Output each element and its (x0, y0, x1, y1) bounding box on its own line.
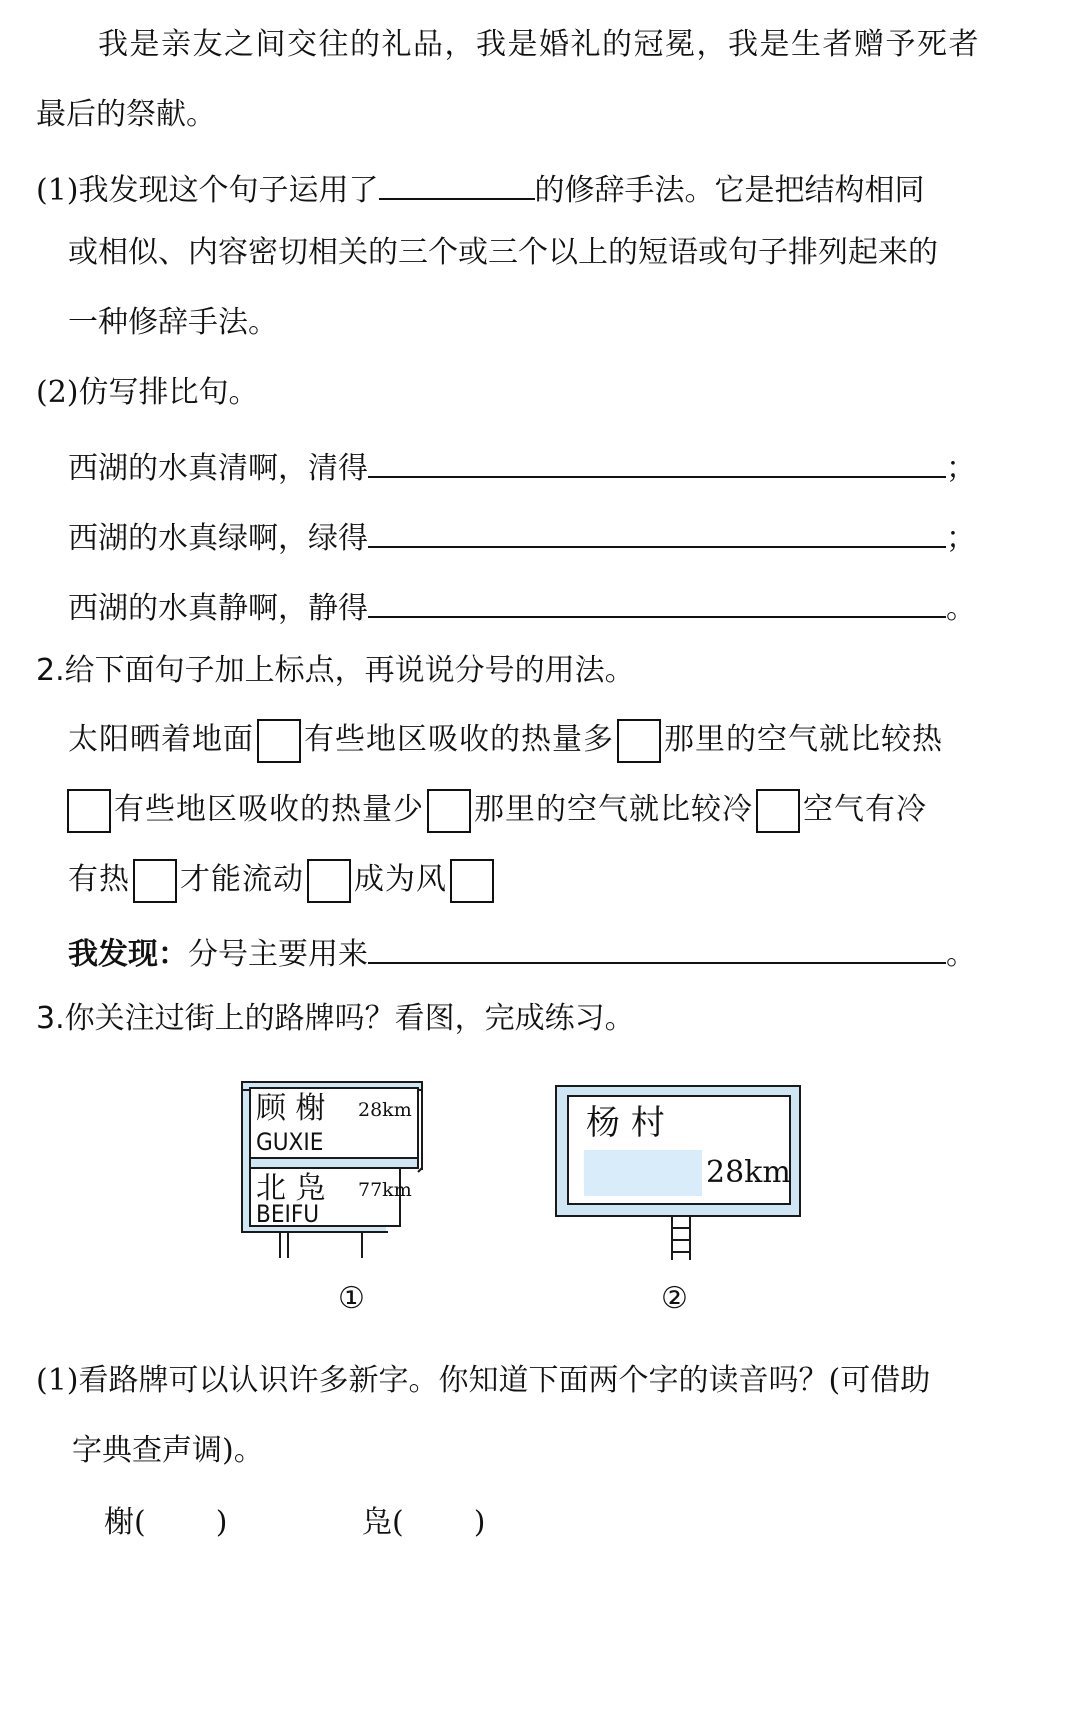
char-2-label: 凫( (362, 1505, 404, 1540)
punctuation-box-7[interactable] (307, 859, 351, 903)
parallel-sentence-2-end: ； (946, 521, 976, 556)
punctuation-seg-6: 空气有冷 (803, 792, 927, 827)
q1-1-line-1 (36, 170, 925, 206)
punctuation-box-6[interactable] (133, 859, 177, 903)
parallel-sentence-3-blank[interactable] (368, 588, 946, 618)
parallel-sentence-2 (68, 518, 976, 554)
punctuation-box-8[interactable] (450, 859, 494, 903)
parallel-sentence-3-end: 。 (946, 591, 976, 626)
sign-2-caption: ② (661, 1281, 688, 1316)
q1-1-line-3: 一种修辞手法。 (68, 305, 278, 340)
punctuation-line-1 (68, 716, 943, 764)
q1-1-suffix: 的修辞手法。它是把结构相同 (534, 173, 925, 208)
sign-1-top-distance: 28km (358, 1099, 412, 1121)
parallel-sentence-1-end: ； (946, 451, 976, 486)
parallel-sentence-3 (68, 588, 976, 624)
parallel-sentence-2-text: 西湖的水真绿啊，绿得 (68, 521, 368, 556)
sign-1-caption: ① (338, 1281, 365, 1316)
punctuation-box-5[interactable] (756, 789, 800, 833)
sign-1-top-pinyin: GUXIE (256, 1128, 324, 1156)
sign-1-bottom-chinese: 北 凫 (256, 1171, 326, 1206)
q2-title: 2.给下面句子加上标点，再说说分号的用法。 (36, 653, 635, 688)
parallel-sentence-3-text: 西湖的水真静啊，静得 (68, 591, 368, 626)
finding-text: 分号主要用来 (188, 937, 368, 972)
q1-1-line-2: 或相似、内容密切相关的三个或三个以上的短语或句子排列起来的 (68, 235, 938, 270)
finding-end: 。 (946, 937, 976, 972)
q1-1-prefix: (1)我发现这个句子运用了 (36, 173, 379, 208)
q3-title: 3.你关注过街上的路牌吗？看图，完成练习。 (36, 1001, 635, 1036)
q3-1-line-1: (1)看路牌可以认识许多新字。你知道下面两个字的读音吗？(可借助 (36, 1363, 931, 1398)
char-1-close: ) (215, 1505, 228, 1540)
semicolon-finding-line (68, 934, 976, 970)
pinyin-answer-2 (362, 1505, 486, 1540)
road-sign-2-post (672, 1216, 690, 1260)
sign-1-bottom-distance: 77km (358, 1179, 412, 1201)
punctuation-line-3 (68, 856, 497, 904)
sign-2-chinese: 杨 村 (586, 1103, 665, 1143)
punctuation-box-3[interactable] (67, 789, 111, 833)
punctuation-line-2 (64, 786, 927, 834)
punctuation-box-1[interactable] (257, 719, 301, 763)
char-2-close: ) (473, 1505, 486, 1540)
char-1-label: 榭( (104, 1505, 146, 1540)
rhetoric-answer-blank[interactable] (379, 170, 535, 200)
punctuation-seg-4: 有些地区吸收的热量少 (114, 792, 424, 827)
q3-1-line-2: 字典查声调)。 (72, 1433, 264, 1468)
punctuation-seg-2: 有些地区吸收的热量多 (304, 722, 614, 757)
punctuation-seg-8: 才能流动 (180, 862, 304, 897)
punctuation-box-2[interactable] (617, 719, 661, 763)
parallel-sentence-1 (68, 448, 976, 484)
parallel-sentence-2-blank[interactable] (368, 518, 946, 548)
sign-2-distance: 28km (706, 1155, 791, 1190)
q1-2-title: (2)仿写排比句。 (36, 375, 259, 410)
intro-line-2: 最后的祭献。 (36, 97, 216, 132)
pinyin-answer-1 (104, 1505, 228, 1540)
road-sign-1-illustration (236, 1080, 456, 1260)
punctuation-seg-5: 那里的空气就比较冷 (474, 792, 753, 827)
parallel-sentence-1-blank[interactable] (368, 448, 946, 478)
punctuation-seg-7: 有热 (68, 862, 130, 897)
sign-1-top-chinese: 顾 榭 (256, 1091, 326, 1126)
finding-blank[interactable] (368, 934, 946, 964)
road-sign-1-posts (280, 1232, 362, 1258)
parallel-sentence-1-text: 西湖的水真清啊，清得 (68, 451, 368, 486)
punctuation-seg-3: 那里的空气就比较热 (664, 722, 943, 757)
road-sign-2-illustration (554, 1082, 814, 1262)
sign-1-bottom-pinyin: BEIFU (256, 1200, 320, 1228)
sign-2-blank-patch (584, 1150, 702, 1196)
punctuation-box-4[interactable] (427, 789, 471, 833)
finding-label: 我发现： (68, 937, 188, 972)
punctuation-seg-9: 成为风 (354, 862, 447, 897)
punctuation-seg-1: 太阳晒着地面 (68, 722, 254, 757)
intro-line-1: 我是亲友之间交往的礼品，我是婚礼的冠冕，我是生者赠予死者 (98, 27, 980, 62)
